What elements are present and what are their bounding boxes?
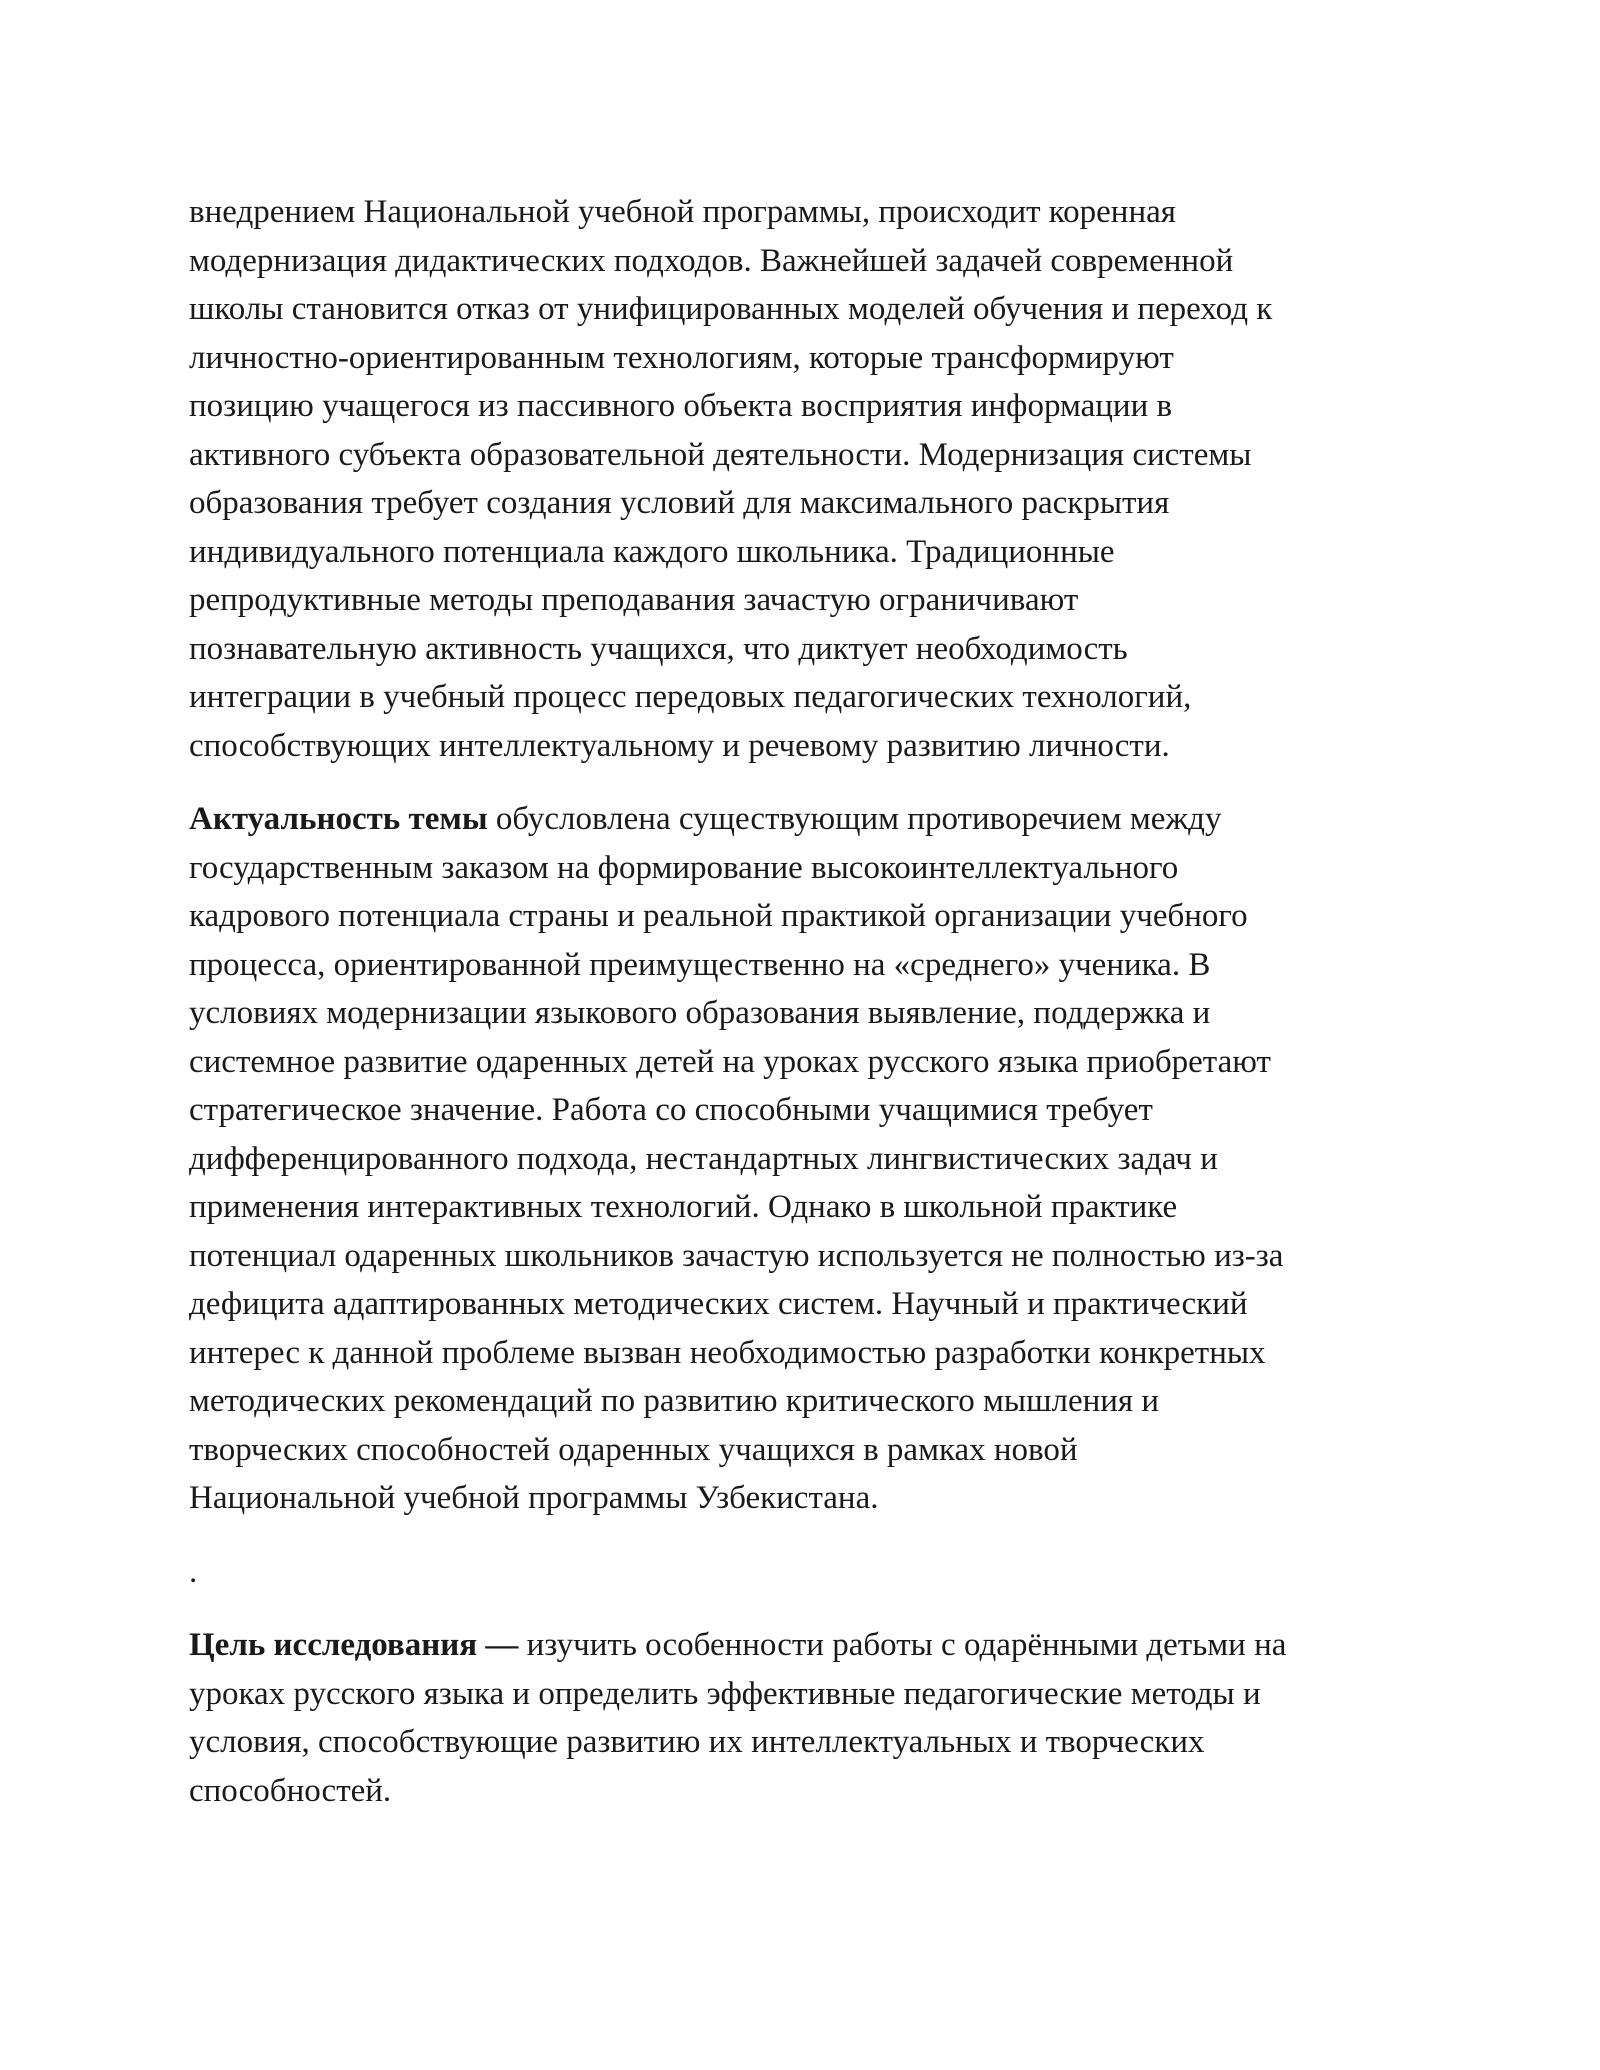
text-line: потенциал одаренных школьников зачастую используется не полностью из-за <box>189 1237 1284 1274</box>
text-line: модернизация дидактических подходов. Важнейшей задачей современной <box>189 242 1234 279</box>
text-line <box>189 1621 1419 1670</box>
text-line: позицию учащегося из пассивного объекта восприятия информации в <box>189 388 1173 424</box>
text-line: уроках русского языка и определить эффективные педагогические методы и <box>189 1675 1261 1712</box>
text-line: интеграции в учебный процесс передовых педагогических технологий, <box>189 679 1192 715</box>
separator-paragraph <box>189 1548 1419 1597</box>
text-line: способствующих интеллектуальному и речевому развитию личности. <box>189 727 1170 764</box>
text-line: школы становится отказ от унифицированных моделей обучения и переход к <box>189 291 1273 327</box>
document-body <box>189 188 1419 1815</box>
paragraph-intro <box>189 188 1419 770</box>
text-line: процесса, ориентированной преимущественно на «среднего» ученика. В <box>189 946 1211 983</box>
text-line: активного субъекта образовательной деятельности. Модернизация системы <box>189 436 1252 473</box>
text-line: стратегическое значение. Работа со способными учащимися требует <box>189 1092 1153 1128</box>
relevance-first-line-text: обусловлена существующим противоречием между <box>487 801 1222 837</box>
text-line <box>189 795 1419 844</box>
text-line: репродуктивные методы преподавания зачастую ограничивают <box>189 582 1079 618</box>
text-line: интерес к данной проблеме вызван необходимостью разработки конкретных <box>189 1334 1266 1371</box>
goal-first-line-text: изучить особенности работы с одарёнными детьми на <box>518 1627 1287 1663</box>
text-line: личностно-ориентированным технологиям, которые трансформируют <box>189 339 1174 376</box>
text-line: дифференцированного подхода, нестандартных лингвистических задач и <box>189 1140 1218 1177</box>
text-line: государственным заказом на формирование высокоинтеллектуального <box>189 849 1179 886</box>
text-line: применения интерактивных технологий. Однако в школьной практике <box>189 1189 1178 1225</box>
text-line: условия, способствующие развитию их интеллектуальных и творческих <box>189 1724 1205 1760</box>
text-line: образования требует создания условий для максимального раскрытия <box>189 485 1170 521</box>
text-line: дефицита адаптированных методических систем. Научный и практический <box>189 1286 1248 1322</box>
text-line: творческих способностей одаренных учащихся в рамках новой <box>189 1431 1078 1468</box>
relevance-heading: Актуальность темы <box>189 801 488 837</box>
text-line: системное развитие одаренных детей на уроках русского языка приобретают <box>189 1043 1271 1080</box>
text-line: условиях модернизации языкового образования выявление, поддержка и <box>189 995 1211 1031</box>
text-line: методических рекомендаций по развитию критического мышления и <box>189 1383 1160 1419</box>
text-line: кадрового потенциала страны и реальной практикой организации учебного <box>189 898 1248 934</box>
text-line: Национальной учебной программы Узбекистана. <box>189 1480 879 1516</box>
paragraph-relevance <box>189 795 1419 1523</box>
goal-heading: Цель исследования — <box>189 1627 519 1663</box>
text-line: способностей. <box>189 1772 392 1809</box>
text-line: индивидуального потенциала каждого школьника. Традиционные <box>189 533 1115 570</box>
paragraph-goal <box>189 1621 1419 1815</box>
text-line: познавательную активность учащихся, что диктует необходимость <box>189 630 1128 667</box>
separator-dot: . <box>189 1553 198 1590</box>
text-line: внедрением Национальной учебной программы, происходит коренная <box>189 194 1176 230</box>
